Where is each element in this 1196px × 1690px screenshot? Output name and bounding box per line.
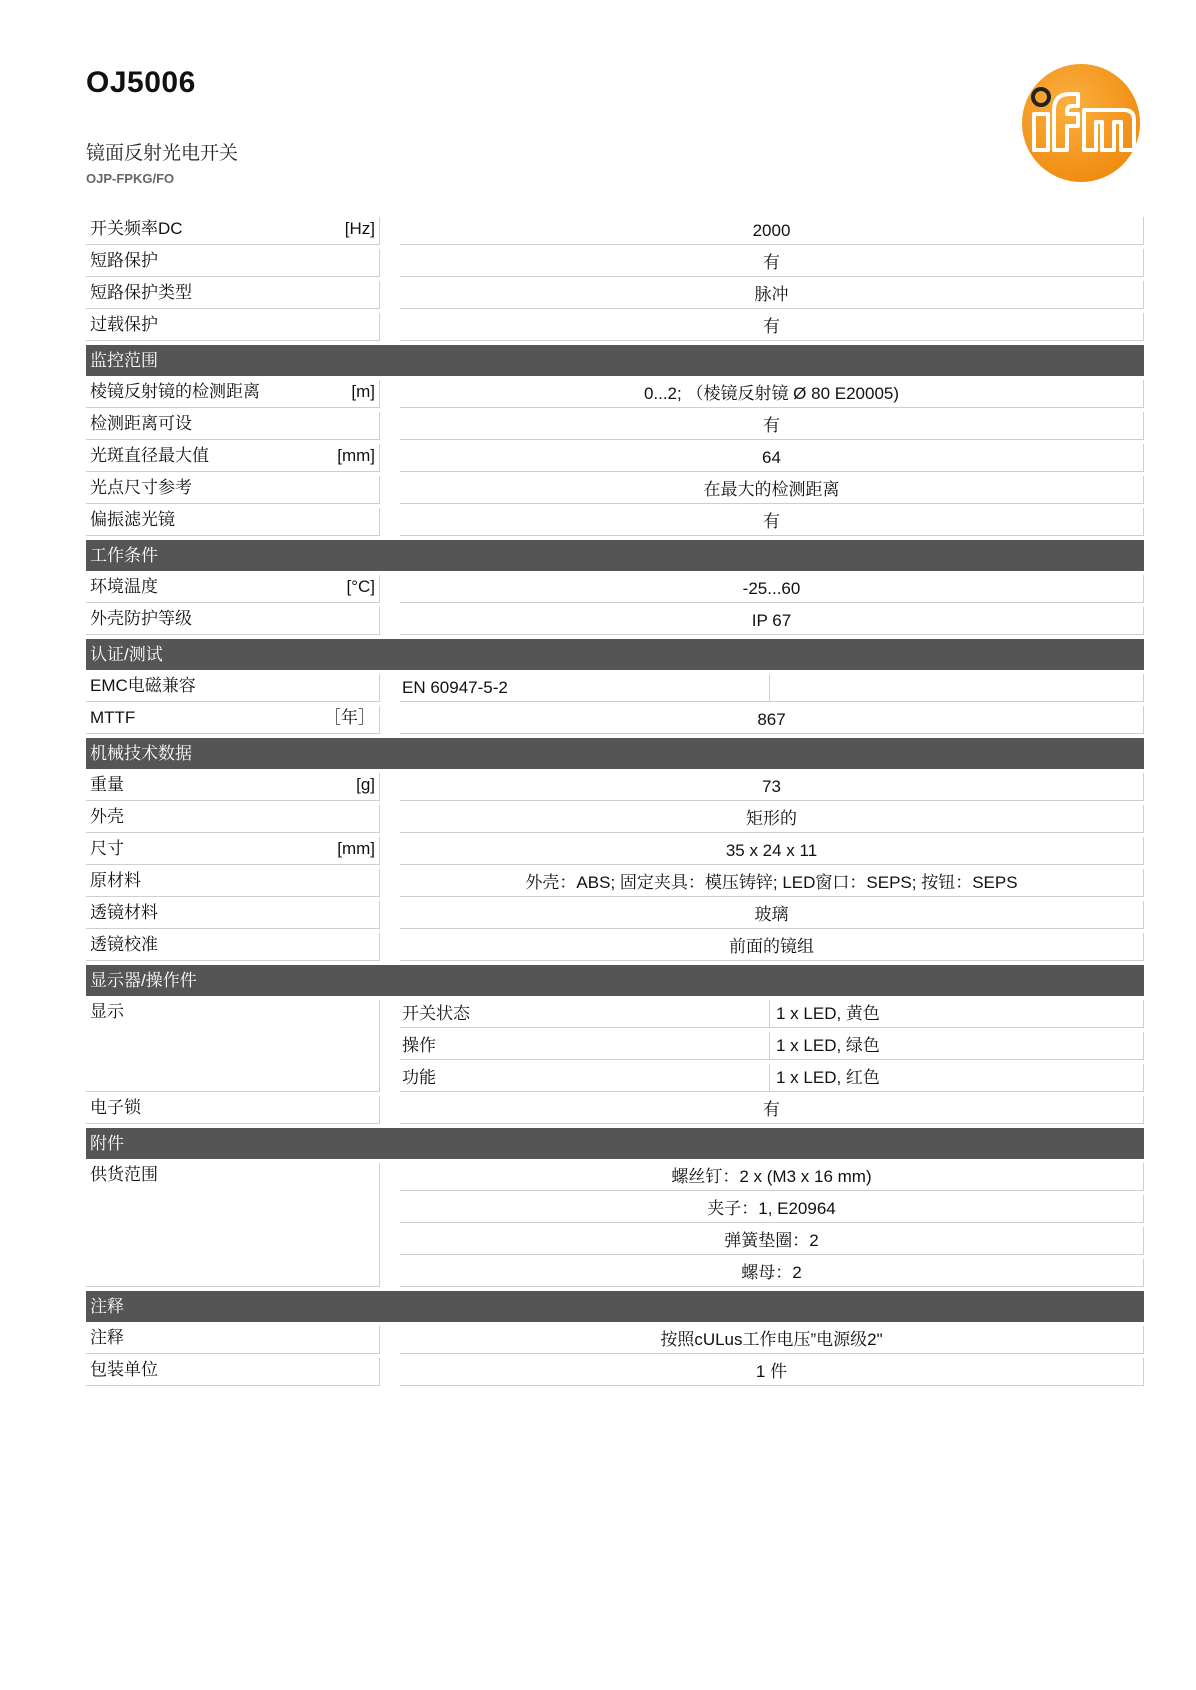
- spec-value: [400, 1064, 1144, 1092]
- spec-label-cell: [86, 773, 380, 801]
- ifm-logo: [1020, 62, 1142, 184]
- spec-label-cell: [86, 607, 380, 635]
- spec-row: [86, 837, 1144, 865]
- spec-row: [86, 444, 1144, 472]
- spec-label-cell: [86, 1163, 380, 1287]
- spec-row: [86, 1358, 1144, 1386]
- spec-label: MTTF: [90, 708, 136, 727]
- spec-value: 前面的镜组: [400, 933, 1144, 961]
- spec-row: [86, 869, 1144, 897]
- spec-label: 偏振滤光镜: [90, 510, 175, 529]
- spec-value: 在最大的检测距离: [400, 476, 1144, 504]
- spec-label-cell: [86, 575, 380, 603]
- spec-label-cell: [86, 1096, 380, 1124]
- spec-label: 注释: [90, 1328, 124, 1347]
- spec-label-cell: [86, 805, 380, 833]
- spec-unit: [mm]: [337, 446, 375, 465]
- spec-row: [86, 933, 1144, 961]
- spec-label: 开关频率DC: [90, 219, 183, 238]
- spec-label: 环境温度: [90, 577, 158, 596]
- spec-label: 光斑直径最大值: [90, 446, 209, 465]
- spec-value-cell: 操作: [402, 1036, 436, 1055]
- spec-unit: [mm]: [337, 839, 375, 858]
- spec-label-cell: [86, 444, 380, 472]
- spec-value: 矩形的: [400, 805, 1144, 833]
- spec-row: [86, 674, 1144, 702]
- spec-label: 短路保护类型: [90, 283, 192, 302]
- spec-label: 重量: [90, 775, 124, 794]
- spec-value: 玻璃: [400, 901, 1144, 929]
- section-header: 监控范围: [86, 345, 1144, 376]
- spec-value: 按照cULus工作电压”电源级2": [400, 1326, 1144, 1354]
- spec-label-cell: [86, 313, 380, 341]
- spec-row: [86, 476, 1144, 504]
- spec-value: 有: [400, 313, 1144, 341]
- spec-row: [86, 313, 1144, 341]
- spec-value-cell: [769, 674, 1143, 701]
- spec-unit: [m]: [351, 382, 375, 401]
- spec-value: 2000: [400, 217, 1144, 245]
- section-header: 注释: [86, 1291, 1144, 1322]
- spec-row: [86, 706, 1144, 734]
- spec-label: 光点尺寸参考: [90, 478, 192, 497]
- spec-label: 外壳: [90, 807, 124, 826]
- spec-label: 显示: [90, 1002, 124, 1021]
- spec-value-cell: 1 x LED, 绿色: [769, 1032, 1143, 1059]
- spec-label-cell: [86, 249, 380, 277]
- spec-row: [86, 805, 1144, 833]
- spec-row: [86, 1163, 1144, 1287]
- spec-row: [86, 412, 1144, 440]
- spec-label-cell: [86, 674, 380, 702]
- spec-label-cell: [86, 412, 380, 440]
- spec-row: [86, 575, 1144, 603]
- spec-value: [400, 1000, 1144, 1028]
- spec-sheet: [86, 217, 1144, 1390]
- spec-label-cell: [86, 837, 380, 865]
- spec-label-cell: [86, 281, 380, 309]
- spec-row: [86, 607, 1144, 635]
- section-header: 附件: [86, 1128, 1144, 1159]
- spec-row: [86, 217, 1144, 245]
- spec-row: [86, 380, 1144, 408]
- spec-value: 64: [400, 444, 1144, 472]
- spec-label-cell: [86, 1000, 380, 1092]
- spec-value: 弹簧垫圈：2: [400, 1227, 1144, 1255]
- spec-row: [86, 281, 1144, 309]
- spec-value: 有: [400, 412, 1144, 440]
- spec-row: [86, 249, 1144, 277]
- spec-value: 1 件: [400, 1358, 1144, 1386]
- spec-label: 短路保护: [90, 251, 158, 270]
- spec-unit: [Hz]: [344, 219, 375, 238]
- section-header: 显示器/操作件: [86, 965, 1144, 996]
- spec-label: 原材料: [90, 871, 141, 890]
- spec-label: 外壳防护等级: [90, 609, 192, 628]
- spec-value: [400, 1032, 1144, 1060]
- spec-value: 0...2; （棱镜反射镜 Ø 80 E20005): [400, 380, 1144, 408]
- spec-unit: ［年］: [324, 708, 375, 727]
- spec-value-cell: 1 x LED, 黄色: [769, 1000, 1143, 1027]
- spec-row: [86, 1000, 1144, 1092]
- spec-value-cell: 1 x LED, 红色: [769, 1064, 1143, 1091]
- spec-unit: [°C]: [346, 577, 375, 596]
- spec-label: 尺寸: [90, 839, 124, 858]
- spec-label: 透镜校准: [90, 935, 158, 954]
- spec-value: 脉冲: [400, 281, 1144, 309]
- spec-label-cell: [86, 1358, 380, 1386]
- spec-value: 有: [400, 249, 1144, 277]
- spec-unit: [g]: [356, 775, 375, 794]
- spec-row: [86, 508, 1144, 536]
- section-header: 认证/测试: [86, 639, 1144, 670]
- spec-label-cell: [86, 933, 380, 961]
- spec-value: 螺丝钉：2 x (M3 x 16 mm): [400, 1163, 1144, 1191]
- spec-label: 透镜材料: [90, 903, 158, 922]
- spec-label: 棱镜反射镜的检测距离: [90, 382, 260, 401]
- spec-label: 过载保护: [90, 315, 158, 334]
- spec-value-cell: 功能: [402, 1068, 436, 1087]
- spec-label-cell: [86, 869, 380, 897]
- product-subtitle: 镜面反射光电开关: [86, 143, 239, 164]
- product-code: OJP-FPKG/FO: [86, 171, 175, 186]
- spec-value-cell: EN 60947-5-2: [402, 678, 508, 697]
- spec-label-cell: [86, 217, 380, 245]
- spec-row: [86, 773, 1144, 801]
- spec-value-cell: 开关状态: [402, 1004, 470, 1023]
- spec-label-cell: [86, 476, 380, 504]
- spec-label-cell: [86, 706, 380, 734]
- spec-value: 73: [400, 773, 1144, 801]
- spec-label-cell: [86, 901, 380, 929]
- spec-value: IP 67: [400, 607, 1144, 635]
- spec-value: -25...60: [400, 575, 1144, 603]
- spec-value: 35 x 24 x 11: [400, 837, 1144, 865]
- spec-value: 夹子：1, E20964: [400, 1195, 1144, 1223]
- section-header: 机械技术数据: [86, 738, 1144, 769]
- spec-value: 螺母：2: [400, 1259, 1144, 1287]
- spec-label: 包装单位: [90, 1360, 158, 1379]
- spec-value: 有: [400, 508, 1144, 536]
- spec-label: 电子锁: [90, 1098, 141, 1117]
- spec-row: [86, 1096, 1144, 1124]
- spec-label: 检测距离可设: [90, 414, 192, 433]
- spec-value: 有: [400, 1096, 1144, 1124]
- spec-value: 867: [400, 706, 1144, 734]
- spec-label-cell: [86, 380, 380, 408]
- product-title: OJ5006: [86, 66, 196, 99]
- spec-label-cell: [86, 1326, 380, 1354]
- spec-row: [86, 901, 1144, 929]
- spec-row: [86, 1326, 1144, 1354]
- spec-label: EMC电磁兼容: [90, 676, 196, 695]
- spec-value: 外壳：ABS; 固定夹具：模压铸锌; LED窗口：SEPS; 按钮：SEPS: [400, 869, 1144, 897]
- spec-label: 供货范围: [90, 1165, 158, 1184]
- section-header: 工作条件: [86, 540, 1144, 571]
- spec-value: [400, 674, 1144, 702]
- spec-label-cell: [86, 508, 380, 536]
